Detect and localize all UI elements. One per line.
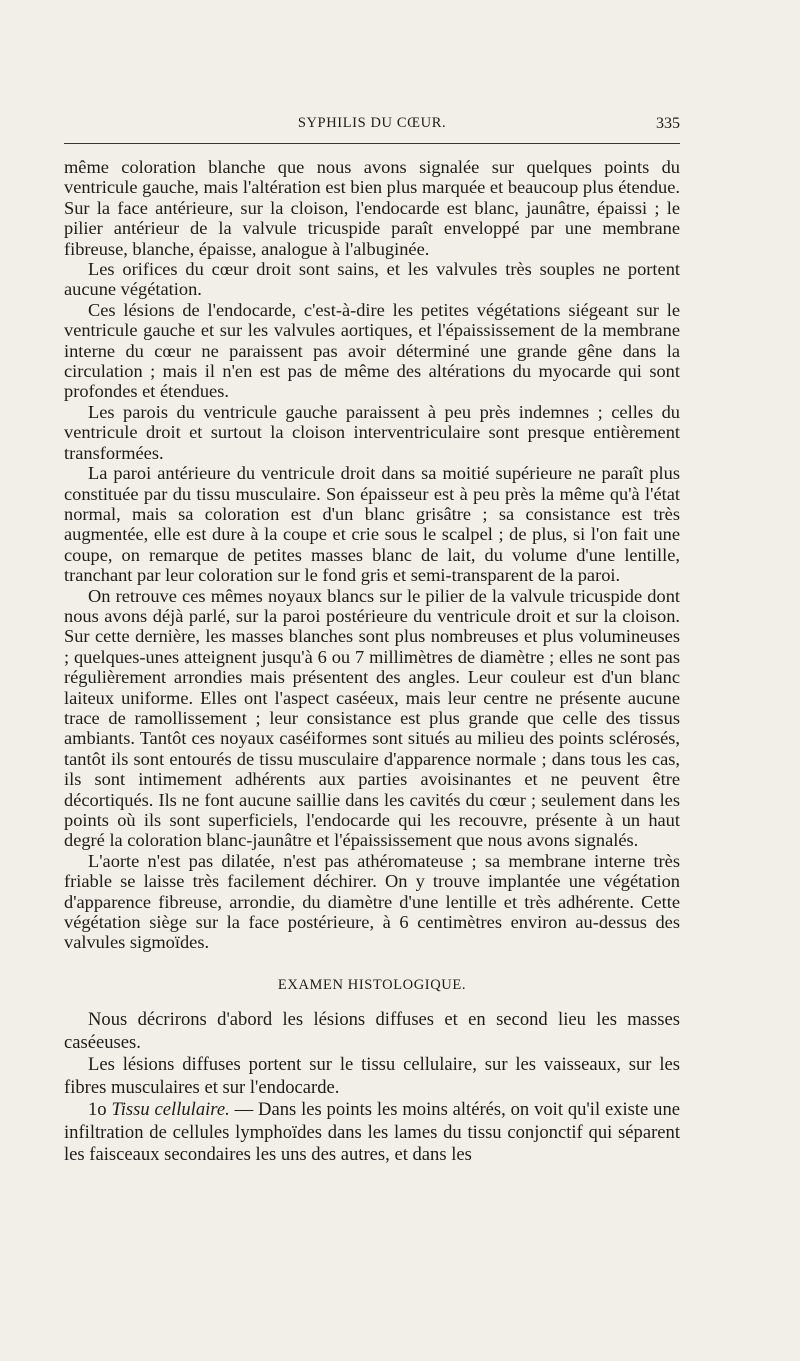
running-head (64, 115, 680, 139)
paragraph-2: Les orifices du cœur droit sont sains, et les valvules très souples ne portent aucune végétation. (64, 259, 680, 300)
subsection-title: Tissu cellulaire. (111, 1099, 230, 1121)
section-paragraph-1: Nous décrirons d'abord les lésions diffuses et en second lieu les masses caséeuses. (64, 1009, 680, 1053)
subsection-text: Dans les points les moins altérés, on voit qu'il existe une infiltration de cellules lymphoïdes dans les lames du tissu conjonctif qui séparent les faisceaux secondaires les uns des autres, et dans les (64, 1099, 680, 1166)
paragraph-4: Les parois du ventricule gauche paraissent à peu près indemnes ; celles du ventricule droit et surtout la cloison interventriculaire sont presque entièrement transformées. (64, 401, 680, 463)
section-paragraph-2: Les lésions diffuses portent sur le tissu cellulaire, sur les vaisseaux, sur les fibres musculaires et sur l'endocarde. (64, 1054, 680, 1098)
paragraph-3: Ces lésions de l'endocarde, c'est-à-dire les petites végétations siégeant sur le ventricule gauche et sur les valvules aortiques, et l'épaississement de la membrane interne du cœur ne paraissent pas avoir déterminé une grande gêne dans la circulation ; mais il n'en est pas de même des altérations du myocarde qui sont profondes et étendues. (64, 299, 680, 402)
paragraph-5: La paroi antérieure du ventricule droit dans sa moitié supérieure ne paraît plus constituée par du tissu musculaire. Son épaisseur est à peu près la même qu'à l'état normal, mais sa coloration est d'un blanc grisâtre ; sa consistance est très augmentée, elle est dure à la coupe et crie sous le scalpel ; de plus, si l'on fait une coupe, on remarque de petites masses blanc de lait, du volume d'une lentille, tranchant par leur coloration sur le fond gris et semi-transparent de la paroi. (64, 463, 680, 586)
paragraph-6: On retrouve ces mêmes noyaux blancs sur le pilier de la valvule tricuspide dont nous avons déjà parlé, sur la paroi postérieure du ventricule droit et sur la cloison. Sur cette dernière, les masses blanches sont plus nombreuses et plus volumineuses ; quelques-unes atteignent jusqu'à 6 ou 7 millimètres de diamètre ; elles ne sont pas régulièrement arrondies mais présentent des angles. Leur couleur est d'un blanc laiteux uniforme. Elles ont l'aspect caséeux, mais leur centre ne présente aucune trace de ramollissement ; leur consistance est plus grande que celle des tissus ambiants. Tantôt ces noyaux caséiformes sont situés au milieu des points sclérosés, tantôt ils sont entourés de tissu musculaire d'apparence normale ; dans tous les cas, ils sont intimement adhérents aux parties avoisinantes et ne peuvent être décortiqués. Ils ne font aucune saillie dans les cavités du cœur ; seulement dans les points où ils sont superficiels, l'endocarde qui les recouvre, présente à un haut degré la coloration blanc-jaunâtre et l'épaississement que nous avons signalés. (64, 585, 680, 851)
running-title: SYPHILIS DU CŒUR. (297, 115, 447, 131)
section-heading: EXAMEN HISTOLOGIQUE. (277, 976, 467, 993)
header-rule (64, 143, 680, 144)
subsection-number: 1o (88, 1099, 107, 1121)
subsection-dash: — (234, 1099, 254, 1121)
page-number: 335 (656, 115, 680, 132)
body-text (64, 157, 680, 1167)
subsection-paragraph (64, 1099, 680, 1167)
paragraph-1: même coloration blanche que nous avons signalée sur quelques points du ventricule gauche, mais l'altération est bien plus marquée et beaucoup plus étendue. Sur la face antérieure, sur la cloison, l'endocarde est blanc, jaunâtre, épaissi ; le pilier antérieur de la valvule tricuspide paraît enveloppé par une membrane fibreuse, blanche, épaisse, analogue à l'albuginée. (64, 157, 680, 259)
paragraph-7: L'aorte n'est pas dilatée, n'est pas athéromateuse ; sa membrane interne très friable se laisse très facilement déchirer. On y trouve implantée une végétation d'apparence fibreuse, arrondie, du diamètre d'une lentille et très adhérente. Cette végétation siège sur la face postérieure, à 6 centimètres environ au-dessus des valvules sigmoïdes. (64, 850, 680, 953)
